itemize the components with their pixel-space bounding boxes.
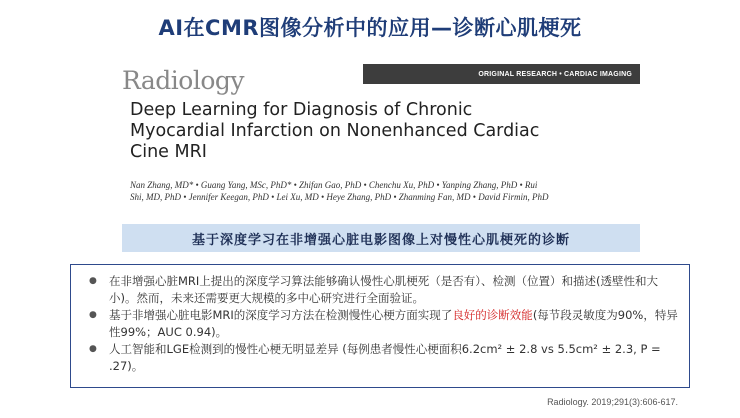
finding-item <box>109 341 679 375</box>
paper-title-line: Myocardial Infarction on Nonenhanced Cardiac <box>130 121 540 141</box>
finding-item <box>109 307 679 341</box>
finding-text: 在非增强心脏MRI上提出的深度学习算法能够确认慢性心肌梗死（是否有）、检测（位置）和描述(透壁性和大小)。然而，未来还需要更大规模的多中心研究进行全面验证。 <box>109 274 659 305</box>
journal-logo: Radiology <box>122 66 245 95</box>
paper-title-line: Cine MRI <box>130 142 207 162</box>
paper-header <box>122 64 640 206</box>
finding-text: (每节段灵敏度为90%，特异性99%；AUC 0.94)。 <box>109 308 678 339</box>
paper-title <box>130 100 635 163</box>
study-subtitle: 基于深度学习在非增强心脏电影图像上对慢性心肌梗死的诊断 <box>122 224 640 252</box>
finding-item <box>109 273 679 307</box>
finding-text: 人工智能和LGE检测到的慢性心梗无明显差异 (每例患者慢性心梗面积6.2cm² ± 2.8 vs 5.5cm² ± 2.3, P = .27)。 <box>109 342 661 373</box>
findings-box <box>70 264 690 388</box>
highlighted-phrase: 良好的诊断效能 <box>452 308 533 322</box>
paper-title-line: Deep Learning for Diagnosis of Chronic <box>130 100 473 120</box>
author-list <box>130 179 640 203</box>
slide-title: AI在CMR图像分析中的应用—诊断心肌梗死 <box>158 16 582 40</box>
author-line: Shi, MD, PhD • Jennifer Keegan, PhD • Lei Xu, MD • Heye Zhang, PhD • Zhanming Fan, MD • David Firmin, PhD <box>130 192 549 202</box>
citation: Radiology. 2019;291(3):606-617. <box>547 397 678 407</box>
article-type-banner: ORIGINAL RESEARCH • CARDIAC IMAGING <box>363 64 640 84</box>
findings-list <box>71 265 689 375</box>
finding-text: 基于非增强心脏电影MRI的深度学习方法在检测慢性心梗方面实现了 <box>109 308 453 322</box>
author-line: Nan Zhang, MD* • Guang Yang, MSc, PhD* • Zhifan Gao, PhD • Chenchu Xu, PhD • Yanping Zhang, PhD • Rui <box>130 180 538 190</box>
